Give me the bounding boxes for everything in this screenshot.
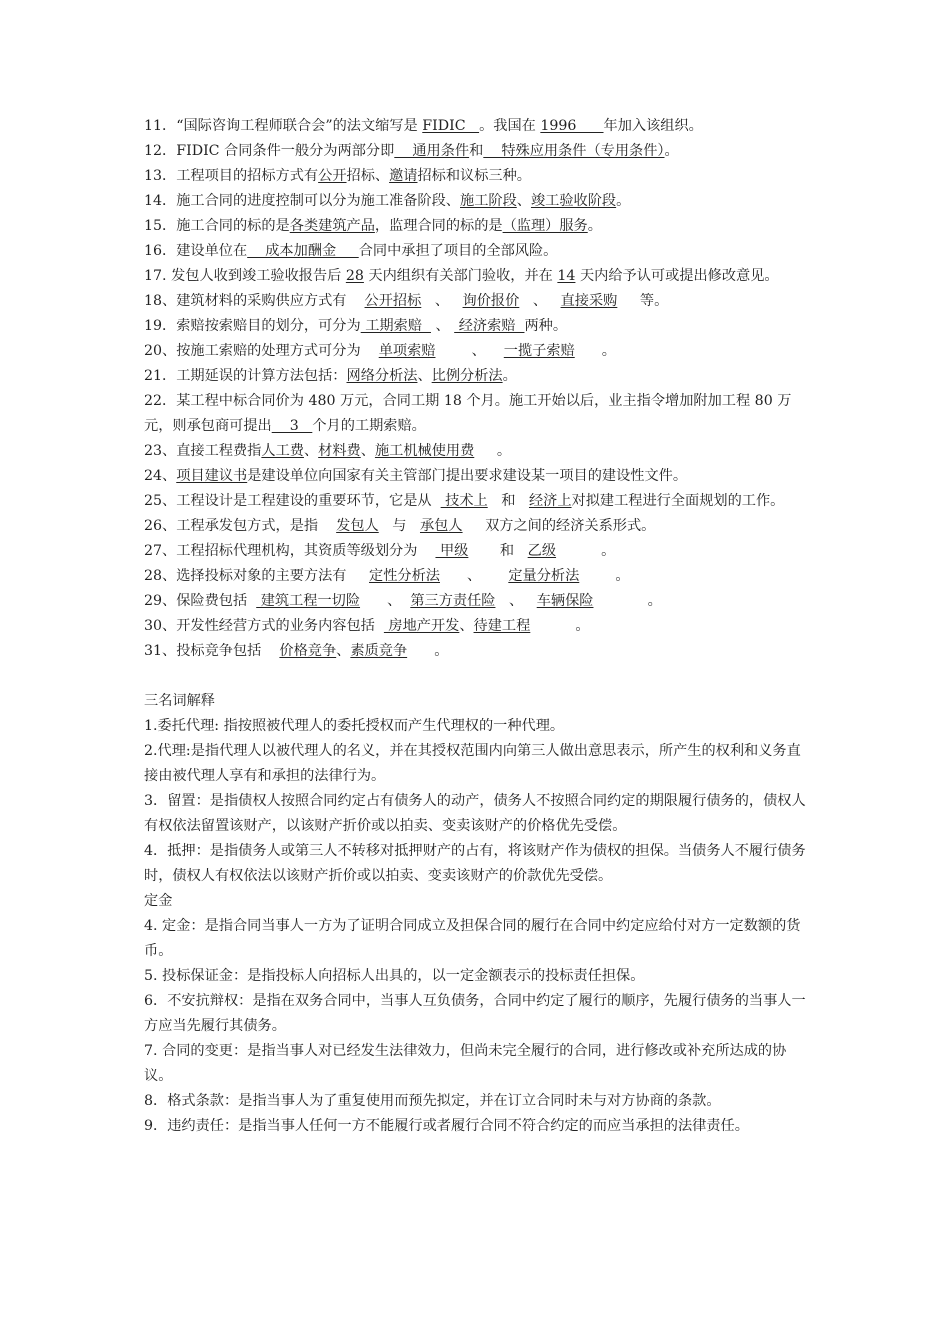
- definition-item: 5. 投标保证金：是指投标人向招标人出具的，以一定金额表示的投标责任担保。: [144, 968, 645, 984]
- answer-blank: 房地产开发: [383, 618, 460, 634]
- question-text: 23、直接工程费指: [144, 443, 262, 459]
- definition-item: 9．违约责任：是指当事人任何一方不能履行或者履行合同不符合约定的而应当承担的法律责任。: [144, 1118, 749, 1134]
- question-item: [144, 289, 808, 314]
- question-text: 15．施工合同的标的是: [144, 218, 290, 234]
- question-text: 。我国在: [479, 118, 541, 134]
- answer-blank: 施工阶段: [460, 193, 517, 209]
- section-title: 三名词解释: [144, 693, 215, 709]
- question-item: [144, 339, 808, 364]
- answer-blank: 3: [271, 418, 313, 434]
- question-text: 和: [468, 543, 528, 559]
- answer-blank: 14: [557, 268, 576, 284]
- section-spacer: [144, 664, 808, 689]
- question-text: 年加入该组织。: [603, 118, 703, 134]
- question-text: 是建设单位向国家有关主管部门提出要求建设某一项目的建设性文件。: [247, 468, 688, 484]
- question-text: 、: [336, 643, 351, 659]
- question-text: 30、开发性经营方式的业务内容包括: [144, 618, 384, 634]
- question-item: [144, 189, 808, 214]
- definition-item: 4．抵押：是指债务人或第三人不转移对抵押财产的占有，将该财产作为债权的担保。当债务人不履行债务时，债权人有权依法以该财产折价或以拍卖、变卖该财产的价款优先受偿。: [144, 843, 806, 884]
- answer-blank: 项目建议书: [176, 468, 248, 484]
- answer-blank: 经济索赔: [454, 318, 525, 334]
- question-text: 29、保险费包括: [144, 593, 257, 609]
- question-text: 、: [516, 193, 531, 209]
- document-page: [144, 114, 808, 1139]
- question-text: 招标和议标三种。: [417, 168, 531, 184]
- question-text: 、: [360, 593, 411, 609]
- answer-blank: 乙级: [527, 543, 557, 559]
- answer-blank: 成本加酬金: [247, 243, 359, 259]
- definition-item: 定金: [144, 893, 173, 909]
- question-text: 19．索赔按索赔目的划分，可分为: [144, 318, 361, 334]
- answer-blank: （监理）服务: [502, 218, 588, 234]
- answer-blank: 各类建筑产品: [289, 218, 375, 234]
- answer-blank: 技术上: [440, 493, 488, 509]
- answer-blank: 一揽子索赔: [503, 343, 575, 359]
- question-item: [144, 314, 808, 339]
- question-text: 、: [519, 293, 561, 309]
- answer-blank: 第三方责任险: [410, 593, 496, 609]
- question-item: [144, 114, 808, 139]
- definition-item: 7. 合同的变更：是指当事人对已经发生法律效力，但尚未完全履行的合同，进行修改或补充所达成的协议。: [144, 1043, 787, 1084]
- answer-blank: 定性分析法: [369, 568, 440, 584]
- question-text: 天内组织有关部门验收，并在: [363, 268, 558, 284]
- question-text: 天内给予认可或提出修改意见。: [575, 268, 779, 284]
- question-text: 25、工程设计是工程建设的重要环节，它是从: [144, 493, 441, 509]
- question-item: [144, 389, 808, 439]
- question-text: 16．建设单位在: [144, 243, 248, 259]
- question-text: 21．工期延误的计算方法包括：: [144, 368, 347, 384]
- question-text: 。: [587, 218, 602, 234]
- question-item: [144, 614, 808, 639]
- question-text: 、: [417, 368, 432, 384]
- definition-item: 3．留置：是指债权人按照合同约定占有债务人的动产，债务人不按照合同约定的期限履行债务的，债权人有权依法留置该财产，以该财产折价或以拍卖、变卖该财产的价格优先受偿。: [144, 793, 806, 834]
- question-item: [144, 464, 808, 489]
- answer-blank: 邀请: [389, 168, 418, 184]
- question-item: [144, 564, 808, 589]
- answer-blank: 通用条件: [394, 143, 470, 159]
- question-text: 。: [530, 618, 590, 634]
- answer-blank: 网络分析法: [346, 368, 418, 384]
- question-text: 18、建筑材料的采购供应方式有: [144, 293, 365, 309]
- answer-blank: 工期索赔: [360, 318, 431, 334]
- answer-blank: 定量分析法: [508, 568, 580, 584]
- question-text: 两种。: [524, 318, 568, 334]
- answer-blank: 车辆保险: [536, 593, 594, 609]
- question-item: [144, 639, 808, 664]
- question-text: 14．施工合同的进度控制可以分为施工准备阶段、: [144, 193, 460, 209]
- question-text: 27、工程招标代理机构，其资质等级划分为: [144, 543, 436, 559]
- question-text: 13．工程项目的招标方式有: [144, 168, 319, 184]
- question-item: [144, 264, 808, 289]
- question-text: 。: [574, 343, 616, 359]
- question-item: [144, 514, 808, 539]
- question-text: 、: [495, 593, 537, 609]
- question-text: 。: [579, 568, 630, 584]
- question-text: 31、投标竞争包括: [144, 643, 280, 659]
- question-text: 和: [469, 143, 484, 159]
- question-text: ，监理合同的标的是: [374, 218, 503, 234]
- question-item: [144, 489, 808, 514]
- question-text: 与: [378, 518, 420, 534]
- question-text: 等。: [617, 293, 669, 309]
- answer-blank: 人工费: [261, 443, 304, 459]
- answer-blank: 单项索赔: [378, 343, 436, 359]
- answer-blank: 比例分析法: [431, 368, 503, 384]
- answer-blank: 甲级: [435, 543, 469, 559]
- answer-blank: 询价报价: [462, 293, 520, 309]
- question-text: 合同中承担了项目的全部风险。: [358, 243, 558, 259]
- question-item: [144, 439, 808, 464]
- definition-item: 1.委托代理: 指按照被代理人的委托授权而产生代理权的一种代理。: [144, 718, 565, 734]
- answer-blank: 1996: [540, 118, 604, 134]
- question-text: 对拟建工程进行全面规划的工作。: [571, 493, 785, 509]
- answer-blank: 经济上: [528, 493, 572, 509]
- question-text: 、: [303, 443, 319, 459]
- answer-blank: FIDIC: [422, 118, 480, 134]
- definition-item: 2.代理:是指代理人以被代理人的名义，并在其授权范围内向第三人做出意思表示，所产生的权利和义务直接由被代理人享有和承担的法律行为。: [144, 743, 801, 784]
- question-text: 26、工程承发包方式，是指: [144, 518, 337, 534]
- answer-blank: 竣工验收阶段: [530, 193, 617, 209]
- answer-blank: 承包人: [419, 518, 463, 534]
- question-item: [144, 214, 808, 239]
- question-text: 。: [616, 193, 631, 209]
- question-text: 17. 发包人收到竣工验收报告后: [144, 268, 346, 284]
- answer-blank: 28: [345, 268, 364, 284]
- question-text: 、: [459, 618, 474, 634]
- question-text: 、: [421, 293, 463, 309]
- answer-blank: 材料费: [318, 443, 361, 459]
- answer-blank: 特殊应用条件（专用条件）: [483, 143, 665, 159]
- question-text: 、: [440, 568, 509, 584]
- question-item: [144, 589, 808, 614]
- answer-blank: 直接采购: [560, 293, 618, 309]
- definitions-section: [144, 714, 808, 1139]
- answer-blank: 素质竞争: [350, 643, 408, 659]
- question-text: 20、按施工索赔的处理方式可分为: [144, 343, 379, 359]
- question-text: 。: [502, 368, 517, 384]
- question-text: 、: [435, 343, 504, 359]
- question-text: 22．某工程中标合同价为 480 万元，合同工期 18 个月。施工开始以后，业主指令增加附加工程 80 万元，则承包商可提出: [144, 393, 792, 434]
- question-item: [144, 164, 808, 189]
- question-text: 。: [474, 443, 512, 459]
- definition-item: 4. 定金：是指合同当事人一方为了证明合同成立及担保合同的履行在合同中约定应给付对方一定数额的货币。: [144, 918, 801, 959]
- question-text: 28、选择投标对象的主要方法有: [144, 568, 370, 584]
- fill-in-blank-section: [144, 114, 808, 664]
- answer-blank: 公开: [318, 168, 347, 184]
- question-text: 和: [487, 493, 529, 509]
- answer-blank: 发包人: [336, 518, 379, 534]
- answer-blank: 价格竞争: [279, 643, 337, 659]
- question-item: [144, 139, 808, 164]
- question-text: 。: [593, 593, 662, 609]
- question-text: 招标、: [346, 168, 390, 184]
- question-item: [144, 364, 808, 389]
- question-text: 。: [556, 543, 616, 559]
- question-text: 。: [664, 143, 679, 159]
- question-text: 、: [360, 443, 375, 459]
- answer-blank: 公开招标: [364, 293, 422, 309]
- question-item: [144, 239, 808, 264]
- question-text: 个月的工期索赔。: [312, 418, 426, 434]
- question-item: [144, 539, 808, 564]
- question-text: 双方之间的经济关系形式。: [462, 518, 656, 534]
- answer-blank: 待建工程: [473, 618, 531, 634]
- question-text: 。: [407, 643, 449, 659]
- answer-blank: 施工机械使用费: [374, 443, 475, 459]
- definition-item: 8．格式条款：是指当事人为了重复使用而预先拟定，并在订立合同时未与对方协商的条款。: [144, 1093, 721, 1109]
- question-text: 24、: [144, 468, 177, 484]
- question-text: 、: [430, 318, 455, 334]
- question-text: 11．“国际咨询工程师联合会”的法文缩写是: [144, 118, 423, 134]
- answer-blank: 建筑工程一切险: [256, 593, 361, 609]
- question-text: 12．FIDIC 合同条件一般分为两部分即: [144, 143, 395, 159]
- definition-item: 6．不安抗辩权：是指在双务合同中，当事人互负债务，合同中约定了履行的顺序，先履行债务的当事人一方应当先履行其债务。: [144, 993, 806, 1034]
